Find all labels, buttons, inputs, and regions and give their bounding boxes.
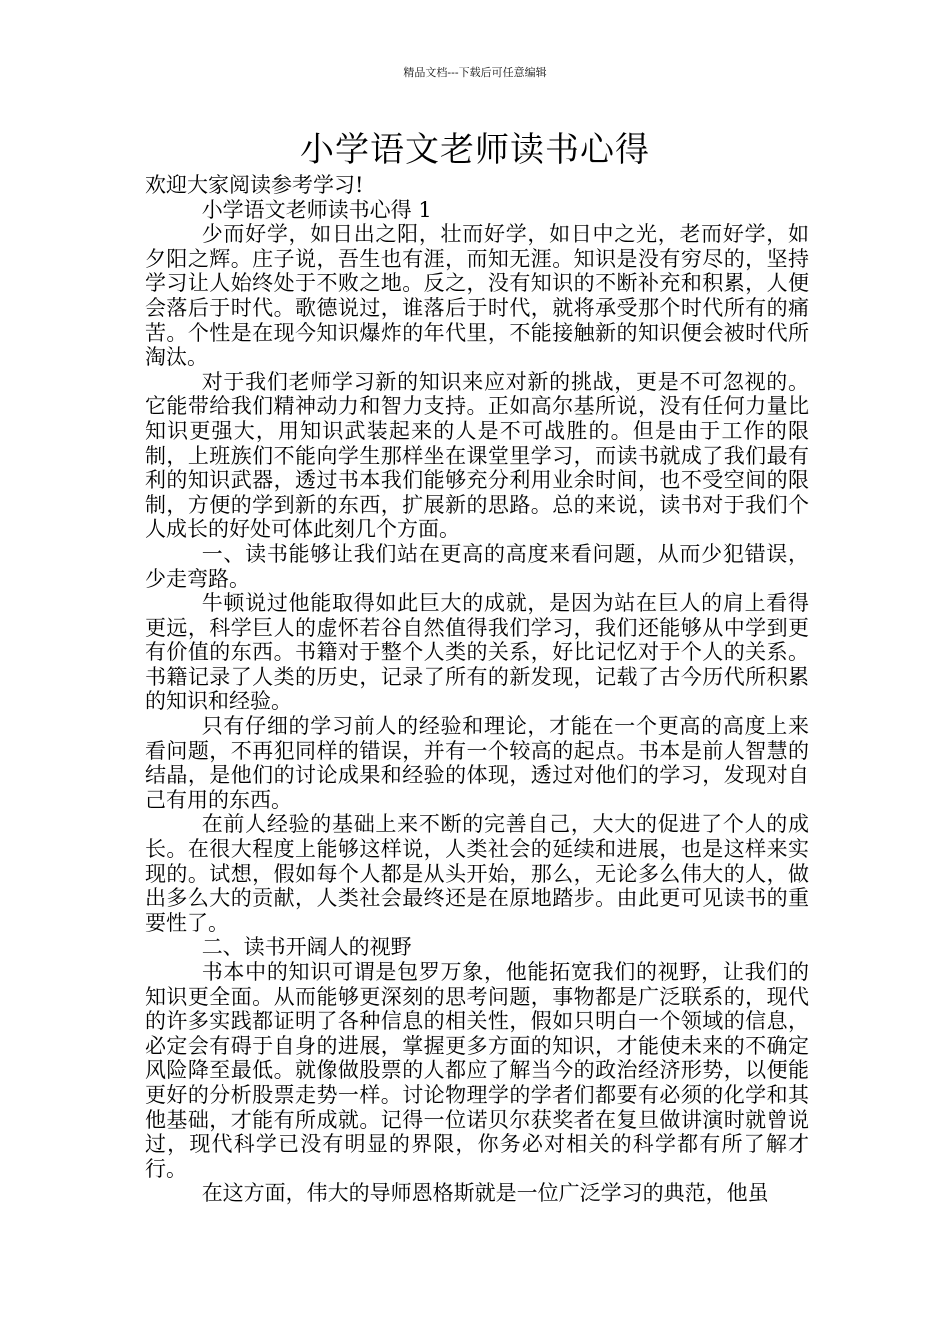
paragraph: 对于我们老师学习新的知识来应对新的挑战，更是不可忽视的。它能带给我们精神动力和智力支持。正如高尔基所说，没有任何力量比知识更强大，用知识武装起来的人是不可战胜的。但是由于工作的限制，上班族们不能向学生那样坐在课堂里学习，而读书就成了我们最有利的知识武器，透过书本我们能够充分利用业余时间，也不受空间的限制，方便的学到新的东西，扩展新的思路。总的来说，读书对于我们个人成长的好处可体此刻几个方面。 (145, 369, 809, 542)
document-title: 小学语文老师读书心得 (300, 130, 650, 170)
paragraph: 牛顿说过他能取得如此巨大的成就，是因为站在巨人的肩上看得更远，科学巨人的虚怀若谷自然值得我们学习，我们还能够从中学到更有价值的东西。书籍对于整个人类的关系，好比记忆对于个人的关系。书籍记录了人类的历史，记录了所有的新发现，记载了古今历代所积累的知识和经验。 (145, 591, 809, 714)
document-body (145, 173, 809, 1206)
section-heading: 一、读书能够让我们站在更高的高度来看问题，从而少犯错误，少走弯路。 (145, 541, 809, 591)
section-heading: 二、读书开阔人的视野 (201, 935, 412, 960)
subtitle-line: 小学语文老师读书心得 1 (201, 197, 432, 222)
header-note: 精品文档---下载后可任意编辑 (403, 66, 547, 79)
paragraph: 在这方面，伟大的导师恩格斯就是一位广泛学习的典范，他虽 (201, 1181, 769, 1206)
paragraph: 少而好学，如日出之阳，壮而好学，如日中之光，老而好学，如夕阳之辉。庄子说，吾生也有涯，而知无涯。知识是没有穷尽的，坚持学习让人始终处于不败之地。反之，没有知识的不断补充和积累，人便会落后于时代。歌德说过，谁落后于时代，就将承受那个时代所有的痛苦。个性是在现今知识爆炸的年代里，不能接触新的知识便会被时代所淘汰。 (145, 222, 809, 370)
intro-line: 欢迎大家阅读参考学习! (145, 173, 364, 197)
paragraph: 只有仔细的学习前人的经验和理论，才能在一个更高的高度上来看问题，不再犯同样的错误，并有一个较高的起点。书本是前人智慧的结晶，是他们的讨论成果和经验的体现，透过对他们的学习，发现对自己有用的东西。 (145, 714, 809, 812)
paragraph: 书本中的知识可谓是包罗万象，他能拓宽我们的视野，让我们的知识更全面。从而能够更深刻的思考问题，事物都是广泛联系的，现代的许多实践都证明了各种信息的相关性，假如只明白一个领域的信息，必定会有碍于自身的进展，掌握更多方面的知识，才能使未来的不确定风险降至最低。就像做股票的人都应了解当今的政治经济形势，以便能更好的分析股票走势一样。讨论物理学的学者们都要有必须的化学和其他基础，才能有所成就。记得一位诺贝尔获奖者在复旦做讲演时就曾说过，现代科学已没有明显的界限，你务必对相关的科学都有所了解才行。 (145, 960, 809, 1181)
paragraph: 在前人经验的基础上来不断的完善自己，大大的促进了个人的成长。在很大程度上能够这样说，人类社会的延续和进展，也是这样来实现的。试想，假如每个人都是从头开始，那么，无论多么伟大的人，做出多么大的贡献，人类社会最终还是在原地踏步。由此更可见读书的重要性了。 (145, 812, 809, 935)
